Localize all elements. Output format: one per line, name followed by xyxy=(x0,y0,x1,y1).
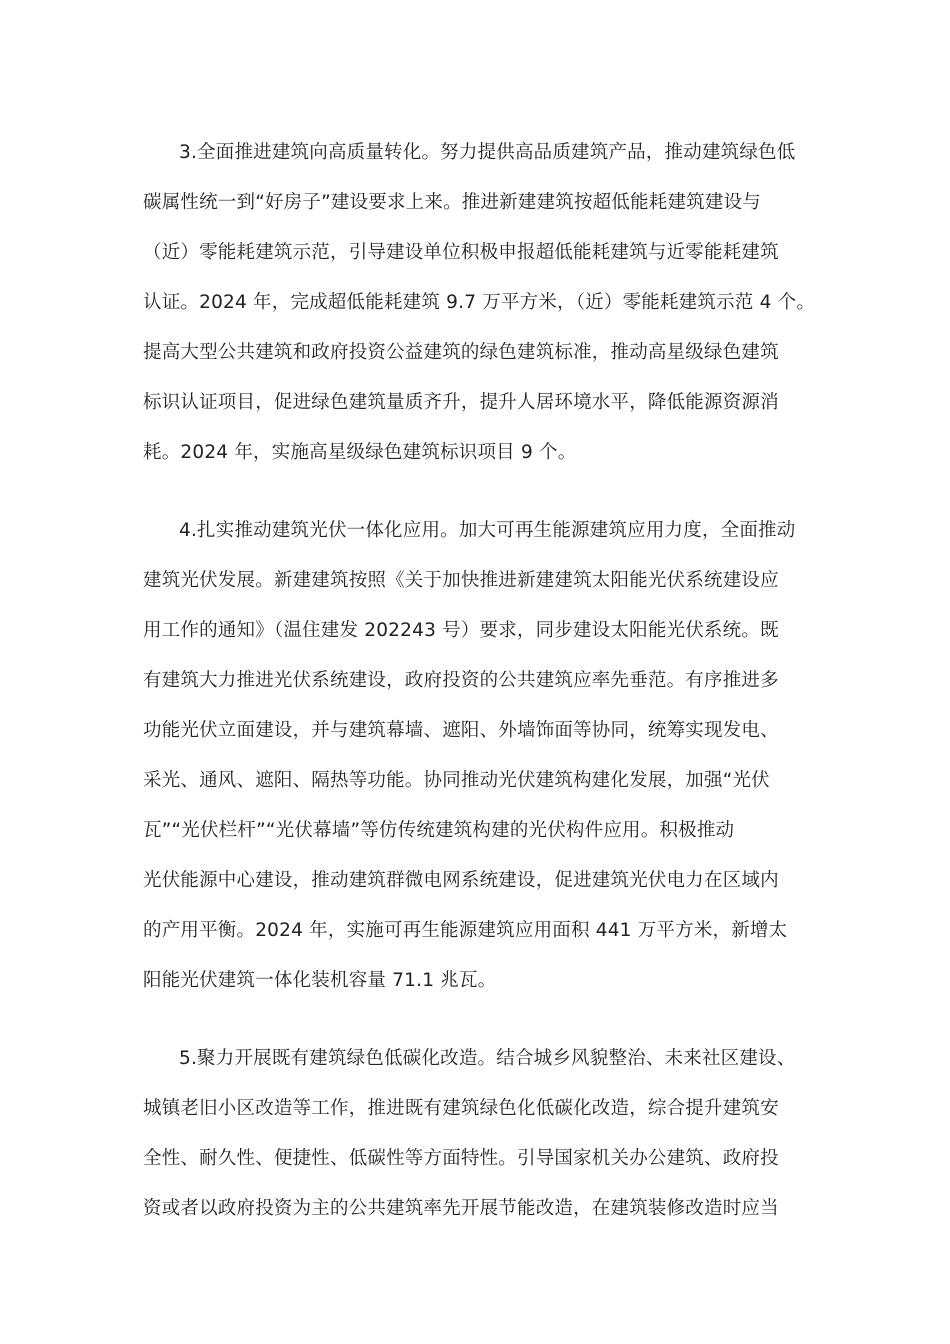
paragraph-line: 标识认证项目，促进绿色建筑量质齐升，提升人居环境水平，降低能源资源消 xyxy=(143,392,779,413)
paragraph-line: 提高大型公共建筑和政府投资公益建筑的绿色建筑标准，推动高星级绿色建筑 xyxy=(143,342,779,363)
paragraph-line: 瓦”“光伏栏杆”“光伏幕墙”等仿传统建筑构建的光伏构件应用。积极推动 xyxy=(143,820,735,841)
paragraph-line: 5.聚力开展既有建筑绿色低碳化改造。结合城乡风貌整治、未来社区建设、 xyxy=(179,1048,796,1069)
paragraph-line: 采光、通风、遮阳、隔热等功能。协同推动光伏建筑构建化发展，加强“光伏 xyxy=(143,770,770,791)
paragraph-line: 功能光伏立面建设，并与建筑幕墙、遮阳、外墙饰面等协同，统筹实现发电、 xyxy=(143,720,779,741)
paragraph-line: 用工作的通知》（温住建发 202243 号）要求，同步建设太阳能光伏系统。既 xyxy=(143,620,779,641)
paragraph-3 xyxy=(143,1034,807,1234)
paragraph-line: 全性、耐久性、便捷性、低碳性等方面特性。引导国家机关办公建筑、政府投 xyxy=(143,1148,779,1169)
paragraph-line: 城镇老旧小区改造等工作，推进既有建筑绿色化低碳化改造，综合提升建筑安 xyxy=(143,1098,779,1119)
paragraph-line: 建筑光伏发展。新建建筑按照《关于加快推进新建建筑太阳能光伏系统建设应 xyxy=(143,570,779,591)
paragraph-line: 阳能光伏建筑一体化装机容量 71.1 兆瓦。 xyxy=(143,970,497,991)
paragraph-line: 资或者以政府投资为主的公共建筑率先开展节能改造，在建筑装修改造时应当 xyxy=(143,1198,779,1219)
paragraph-line: 光伏能源中心建设，推动建筑群微电网系统建设，促进建筑光伏电力在区域内 xyxy=(143,870,779,891)
paragraph-line: （近）零能耗建筑示范，引导建设单位积极申报超低能耗建筑与近零能耗建筑 xyxy=(143,242,779,263)
paragraph-line: 4.扎实推动建筑光伏一体化应用。加大可再生能源建筑应用力度，全面推动 xyxy=(179,520,796,541)
paragraph-line: 碳属性统一到“好房子”建设要求上来。推进新建建筑按超低能耗建筑建设与 xyxy=(143,192,761,213)
paragraph-line: 3.全面推进建筑向高质量转化。努力提供高品质建筑产品，推动建筑绿色低 xyxy=(179,142,796,163)
paragraph-line: 的产用平衡。2024 年，实施可再生能源建筑应用面积 441 万平方米，新增太 xyxy=(143,920,788,941)
document-body xyxy=(143,128,816,1262)
paragraph-1 xyxy=(143,128,816,478)
paragraph-line: 耗。2024 年，实施高星级绿色建筑标识项目 9 个。 xyxy=(143,442,577,463)
paragraph-line: 有建筑大力推进光伏系统建设，政府投资的公共建筑应率先垂范。有序推进多 xyxy=(143,670,779,691)
paragraph-line: 认证。2024 年，完成超低能耗建筑 9.7 万平方米，（近）零能耗建筑示范 4 个。 xyxy=(143,292,816,313)
paragraph-2 xyxy=(143,506,807,1006)
